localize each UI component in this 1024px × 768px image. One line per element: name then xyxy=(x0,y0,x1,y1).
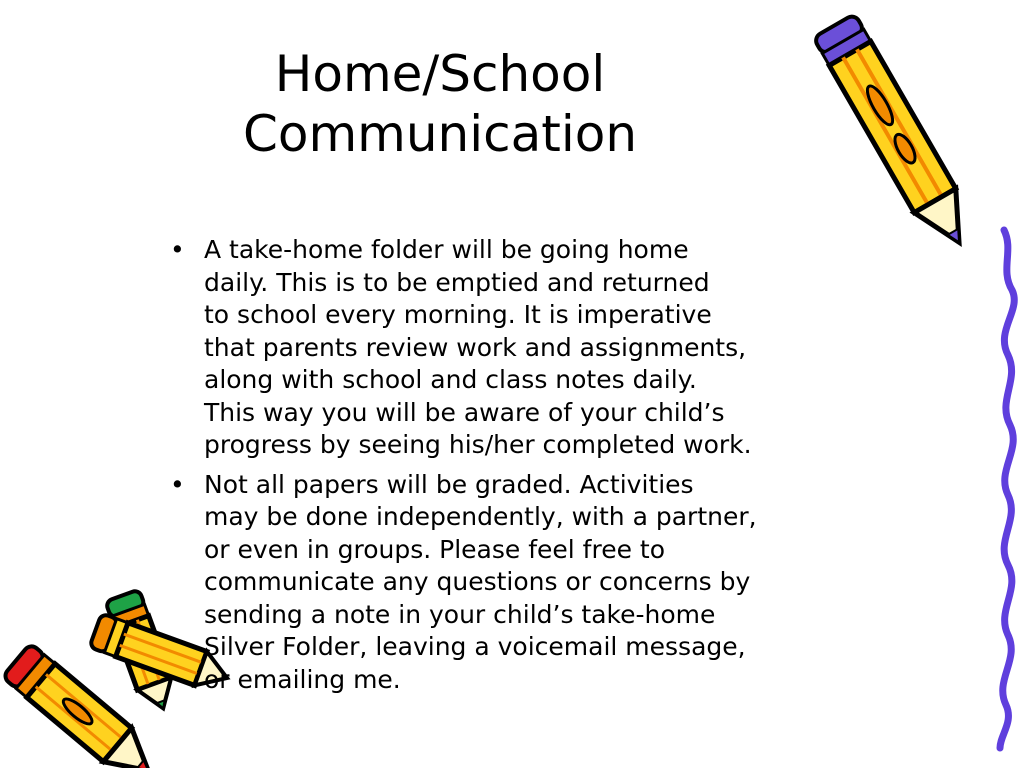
bullet-1-line-7: progress by seeing his/her completed work. xyxy=(204,430,752,459)
bullet-2-line-2: may be done independently, with a partner, xyxy=(204,502,757,531)
bullet-1-line-3: to school every morning. It is imperative xyxy=(204,300,712,329)
bullet-2-line-7: or emailing me. xyxy=(204,664,401,694)
slide-title-line-1: Home/School xyxy=(274,45,606,103)
bullet-1-line-4: that parents review work and assignments, xyxy=(204,332,747,362)
bullet-list xyxy=(168,234,898,703)
bullet-marker-2: • xyxy=(170,469,185,499)
bullet-2-line-1: Not all papers will be graded. Activities xyxy=(204,469,694,499)
bullet-1-line-6: This way you will be aware of your child’s xyxy=(204,397,725,427)
bullet-item-1 xyxy=(168,234,898,462)
bullet-2-line-6: Silver Folder, leaving a voicemail message, xyxy=(204,632,746,661)
slide-title xyxy=(170,44,710,164)
bullet-2-line-5: sending a note in your child’s take-home xyxy=(204,599,716,629)
slide-title-line-2: Communication xyxy=(242,105,638,163)
bullet-1-line-2: daily. This is to be emptied and returned xyxy=(204,267,710,297)
bullet-1-line-5: along with school and class notes daily. xyxy=(204,365,697,394)
bullet-marker-1: • xyxy=(170,235,185,264)
bullet-2-line-4: communicate any questions or concerns by xyxy=(204,567,751,596)
bullet-1-line-1: A take-home folder will be going home xyxy=(204,235,689,264)
bullet-item-2 xyxy=(168,469,898,697)
bullet-2-line-3: or even in groups. Please feel free to xyxy=(204,534,665,564)
